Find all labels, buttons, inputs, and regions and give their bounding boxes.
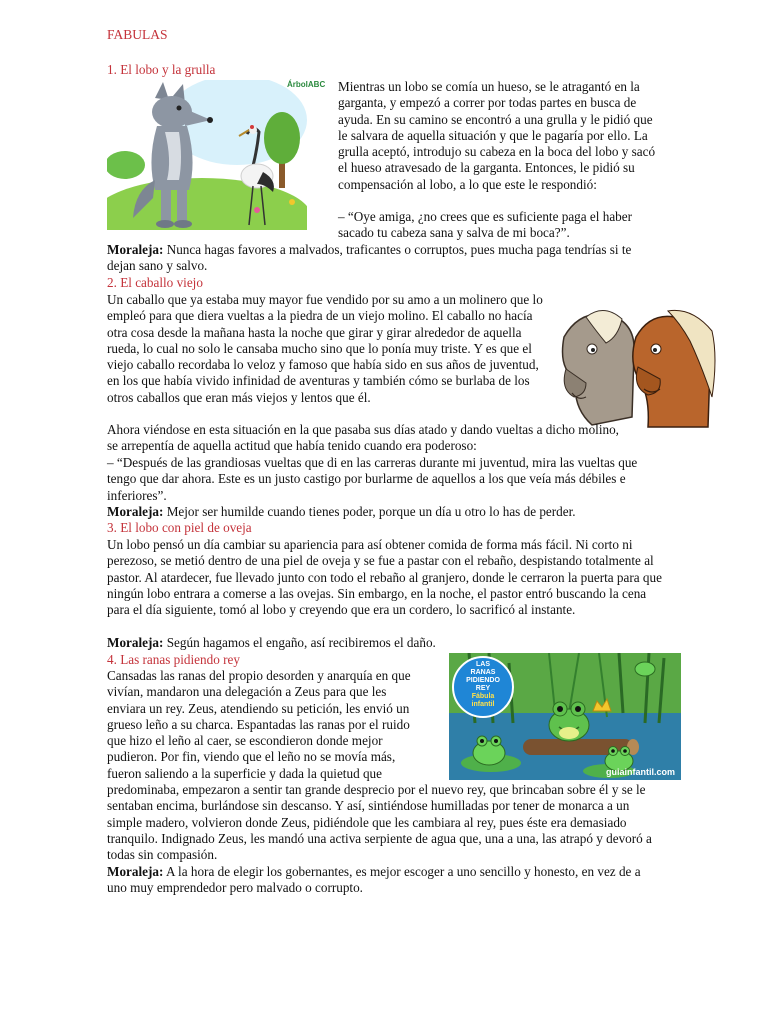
moral-text: Mejor ser humilde cuando tienes poder, porque un día u otro lo has de perder.: [166, 504, 576, 519]
badge-line: REY: [475, 685, 491, 692]
badge-line: Fábula: [471, 693, 495, 700]
old-horses-illustration: [552, 297, 724, 430]
moral-text: Según hagamos el engaño, así recibiremos el daño.: [166, 635, 436, 650]
moral-label: Moraleja:: [107, 242, 164, 257]
fable-3-paragraph: Un lobo pensó un día cambiar su apariencia para así obtener comida de forma más fácil. Ni corto ni perezoso, se metió dentro de una piel de oveja y se fue a pastar con el rebaño, despistando totalmente al pastor. Al atardecer, fue llevado junto con todo el rebaño al granjero, donde le cerraron la puerta para que ningún lobo entrara a comerse a las ovejas. Sin embargo, en la noche, el pastor entró buscando la cena para el día siguiente, tomó al lobo y creyendo que era un cordero, lo sacrificó al instante.: [107, 537, 662, 618]
fable-2-paragraph-2: Ahora viéndose en esta situación en la que pasaba sus días atado y dando vueltas a dicho molino, se arrepentía de aquella actitud que había tenido cuando era poderoso:: [107, 422, 619, 454]
fable-4-moral: [107, 864, 663, 897]
wolf-and-crane-illustration: [107, 80, 307, 230]
badge-line: LAS: [476, 661, 490, 668]
fable-1-paragraph: Mientras un lobo se comía un hueso, se le atragantó en la garganta, y empezó a correr por todas partes en busca de ayuda. En su camino se encontró a una grulla y le pidió que le salvara de aquella situación y que le pagaría por ello. La grulla aceptó, introdujo su cabeza en la boca del lobo y sacó el hueso atravesado de la garganta. Entonces, le pidió su compensación al lobo, a lo que este le respondió:: [338, 79, 656, 192]
badge-line: PIDIENDO: [466, 677, 500, 684]
fable-4-paragraph: [107, 668, 663, 864]
fable-4-heading: 4. Las ranas pidiendo rey: [107, 652, 240, 667]
moral-text: A la hora de elegir los gobernantes, es mejor escoger a uno sencillo y honesto, en vez de a uno muy emprendedor pero malvado o corrupto.: [107, 864, 641, 896]
image-logo: ÁrbolABC: [287, 80, 326, 89]
fable-2-heading: 2. El caballo viejo: [107, 275, 203, 290]
fable-1-moral: [107, 242, 663, 275]
moral-text: Nunca hagas favores a malvados, traficantes o corruptos, pues mucha paga tendrías si te dejan sano y salvo.: [107, 242, 632, 274]
fable-2-quote: – “Después de las grandiosas vueltas que di en las carreras durante mi juventud, mira las vueltas que tengo que dar ahora. Este es un justo castigo por burlarme de aquellos a los que veía más débiles e inferiores”.: [107, 455, 638, 503]
badge-line: infantil: [471, 701, 495, 708]
fable-1-heading: 1. El lobo y la grulla: [107, 62, 216, 77]
fable-2-paragraph: Un caballo que ya estaba muy mayor fue vendido por su amo a un molinero que lo empleó para que diera vueltas a la piedra de un viejo molino. El caballo no hacía otra cosa desde la mañana hasta la noche que girar y girar alrededor de aquella rueda, lo cual no solo le cansaba mucho sino que lo ponía muy triste. Y es que el viejo caballo recordaba lo veloz y famoso que había sido en sus años de juventud, en los que había vivido infinidad de aventuras y también cómo se burlaba de los otros caballos que eran más viejos y lentos que él.: [107, 292, 543, 405]
fable-4-text: Cansadas las ranas del propio desorden y anarquía en que vivían, mandaron una delegación a Zeus para que les enviara un rey. Zeus, atendiendo su petición, les envió un grueso leño a su charca. Espantadas las ranas por el ruido que hizo el leño al caer, se escondieron donde mejor pudieron. Por fin, viendo que el leño no se movía más, fueron saliendo a la superficie y dada la quietud que predominaba, empezaron a sentir tan grande desprecio por el nuevo rey, que brincaban sobre él y se le sentaban encima, burlándose sin descanso. Y así, sintiéndose humilladas por tener de monarca a un simple madero, volvieron donde Zeus, pidiéndole que les cambiara al rey, pues éste era demasiado tranquilo. Indignado Zeus, les mandó una activa serpiente de agua que, una a una, las atrapó y devoró a todas sin compasión.: [107, 668, 652, 863]
image-watermark: guiainfantil.com: [605, 767, 675, 777]
fable-3-moral: [107, 635, 663, 651]
fable-3-heading: 3. El lobo con piel de oveja: [107, 520, 252, 535]
moral-label: Moraleja:: [107, 635, 164, 650]
moral-label: Moraleja:: [107, 504, 164, 519]
fable-1-quote: – “Oye amiga, ¿no crees que es suficiente paga el haber sacado tu cabeza sana y salva de mi boca?”.: [338, 209, 633, 241]
fable-2-moral: [107, 504, 663, 520]
badge-line: RANAS: [470, 669, 496, 676]
moral-label: Moraleja:: [107, 864, 164, 879]
document-title: FABULAS: [107, 27, 168, 42]
float-spacer: [423, 668, 663, 780]
